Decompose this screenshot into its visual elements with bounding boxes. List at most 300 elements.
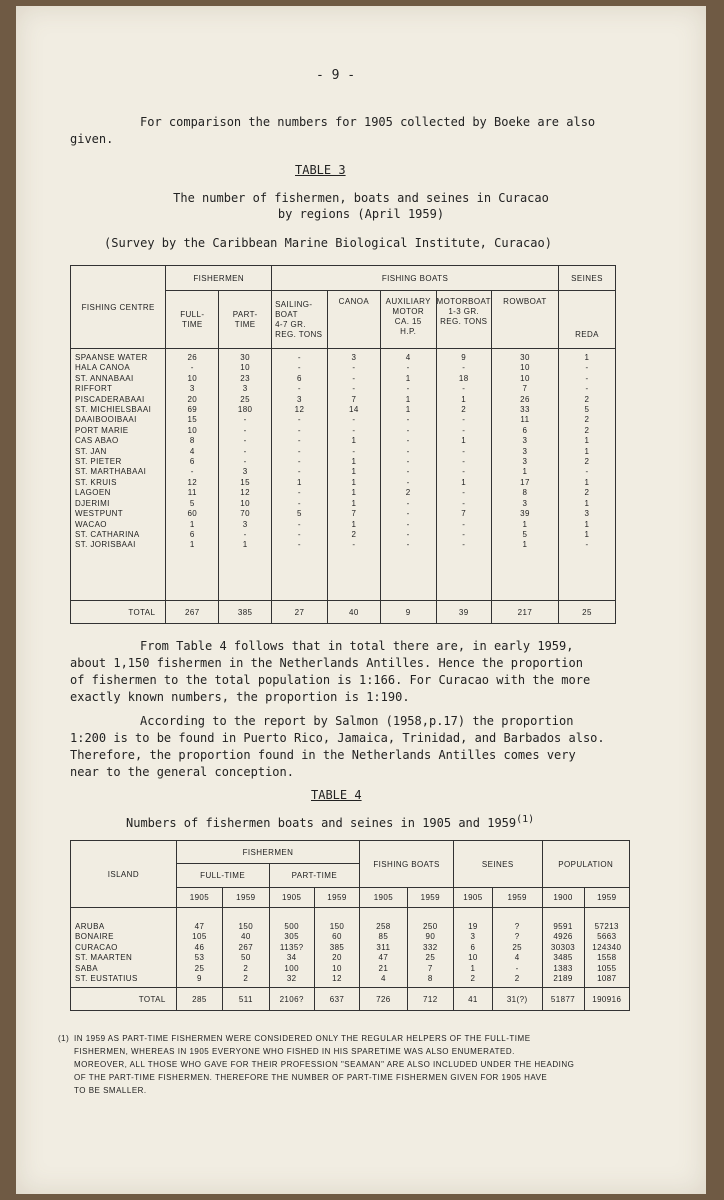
table4-total-cell: 31(?) xyxy=(492,988,542,1011)
table3-cell: 2 xyxy=(461,405,467,415)
table3-row-label: SPAANSE WATER xyxy=(75,353,148,362)
table4-cell: 1055 xyxy=(597,963,617,973)
table3-row-label: DJERIMI xyxy=(75,498,110,508)
table3-cell: 1 xyxy=(351,519,357,529)
table4-cell: 46 xyxy=(194,942,205,952)
table4-column-values xyxy=(360,908,407,988)
table4-total-cell: 712 xyxy=(407,988,453,1011)
table3-cell: 5 xyxy=(584,405,590,415)
table4-cell: 250 xyxy=(423,922,438,931)
table3-cell: 2 xyxy=(584,457,590,467)
table4-header-full-time: FULL-TIME xyxy=(176,864,269,888)
table4-cell: 1135? xyxy=(279,942,304,952)
table4-cell: 4 xyxy=(514,953,520,963)
table4-row-label: SABA xyxy=(75,963,98,973)
table3-cell: 6 xyxy=(189,457,195,467)
table4-cell: 47 xyxy=(194,922,205,931)
paragraph-1-line-2: about 1,150 fishermen in the Netherlands Antilles. Hence the proportion xyxy=(70,656,583,670)
table3-cell: - xyxy=(406,519,410,529)
table3-row-label: ST. CATHARINA xyxy=(75,529,140,539)
table4-cell: 53 xyxy=(194,953,205,963)
table3-cell: - xyxy=(297,467,301,477)
table4-total-cell: 190916 xyxy=(584,988,629,1011)
table3-total-label: TOTAL xyxy=(71,601,166,624)
table3-cell: 1 xyxy=(351,498,357,508)
table3-row-label: RIFFORT xyxy=(75,384,113,394)
table3-cell: - xyxy=(297,457,301,467)
table3-cell: - xyxy=(585,384,589,394)
table4-total-cell: 2106? xyxy=(269,988,314,1011)
table4-header-seines: SEINES xyxy=(454,841,542,888)
table4-year: 1900 xyxy=(542,888,584,908)
table3-cell: 3 xyxy=(351,353,357,362)
table3-cell: 1 xyxy=(351,436,357,446)
table3-cell: 2 xyxy=(584,394,590,404)
table4-cell: 267 xyxy=(238,942,254,952)
table3-cell: - xyxy=(462,529,466,539)
table3-cell: 1 xyxy=(522,540,528,550)
table3-cell: 10 xyxy=(520,373,530,383)
table4-cell: 258 xyxy=(376,922,391,931)
table4-total-cell: 41 xyxy=(454,988,493,1011)
table4-cell: 2189 xyxy=(553,974,573,984)
table4-cell: 57213 xyxy=(594,922,619,931)
table3-row-label: WESTPUNT xyxy=(75,509,124,519)
table3-cell: - xyxy=(243,425,247,435)
table3-cell: - xyxy=(352,446,356,456)
table3-cell: 1 xyxy=(405,373,411,383)
table4-cell: 100 xyxy=(284,963,299,973)
footnote-line: OF THE PART-TIME FISHERMEN. THEREFORE THE NUMBER OF PART-TIME FISHERMEN GIVEN FOR 1905 HAVE xyxy=(74,1073,548,1082)
table4-total-cell: 637 xyxy=(314,988,359,1011)
table3-cell: 3 xyxy=(522,498,528,508)
table3-cell: 1 xyxy=(584,446,590,456)
table3-cell: 10 xyxy=(240,498,250,508)
table4-cell: - xyxy=(515,963,519,973)
table3-cell: 2 xyxy=(584,488,590,498)
table4-column-values xyxy=(269,908,314,988)
paragraph-2-line-4: near to the general conception. xyxy=(70,765,294,779)
paragraph-2-line-2: 1:200 is to be found in Puerto Rico, Jamaica, Trinidad, and Barbados also. xyxy=(70,731,605,745)
table3-cell: 5 xyxy=(189,498,195,508)
table3-centre-names xyxy=(71,349,166,601)
table3-cell: - xyxy=(352,425,356,435)
table3-cell: - xyxy=(406,477,410,487)
table4-row-label: BONAIRE xyxy=(75,932,114,942)
table3-cell: - xyxy=(243,436,247,446)
table3-cell: 70 xyxy=(240,509,250,519)
table3-subheader: CANOA xyxy=(327,291,380,349)
table4-cell: 25 xyxy=(194,963,205,973)
table4-year: 1905 xyxy=(360,888,407,908)
table3-cell: - xyxy=(585,373,589,383)
table4-cell: 5663 xyxy=(597,932,617,942)
table3-cell: - xyxy=(297,384,301,394)
footnote-line: IN 1959 AS PART-TIME FISHERMEN WERE CONSIDERED ONLY THE REGULAR HELPERS OF THE FULL-TIME xyxy=(74,1034,531,1043)
table3-column-values xyxy=(219,349,272,601)
table4-cell: ? xyxy=(514,932,520,942)
table4-body-row xyxy=(71,908,630,988)
table3-cell: 25 xyxy=(240,394,250,404)
table3-cell: 10 xyxy=(240,363,250,373)
table3-cell: 11 xyxy=(187,488,197,498)
table4-cell: 150 xyxy=(238,922,254,931)
table4-cell: 47 xyxy=(378,953,389,963)
table3-cell: - xyxy=(297,519,301,529)
table4-cell: 50 xyxy=(240,953,251,963)
table3-cell: - xyxy=(406,529,410,539)
table4-year: 1959 xyxy=(223,888,269,908)
table3-cell: 1 xyxy=(405,394,411,404)
table4-cell: 385 xyxy=(329,942,345,952)
table3-cell: 30 xyxy=(520,353,530,362)
table3-cell: 5 xyxy=(522,529,528,539)
table4-cell: 332 xyxy=(423,942,438,952)
table3-cell: 60 xyxy=(187,509,198,519)
table3-cell: 15 xyxy=(240,477,250,487)
table3-cell: - xyxy=(406,467,410,477)
table3-cell: 3 xyxy=(297,394,302,404)
table3-cell: - xyxy=(406,415,410,425)
table4-cell: 6 xyxy=(470,942,476,952)
table3-cell: - xyxy=(297,446,301,456)
table3-cell: 6 xyxy=(522,425,528,435)
table3-cell: - xyxy=(243,415,247,425)
table4-year: 1905 xyxy=(176,888,222,908)
table4-cell: 3485 xyxy=(553,953,573,963)
table4-cell: 4 xyxy=(380,974,386,984)
table4-header-part-time: PART-TIME xyxy=(269,864,360,888)
table3-label: TABLE 3 xyxy=(295,163,346,177)
table3-cell: 1 xyxy=(351,477,357,487)
table3-cell: - xyxy=(462,519,466,529)
table4-cell: 60 xyxy=(332,932,342,942)
document-page xyxy=(16,6,706,1194)
table3-column-values xyxy=(491,349,558,601)
table3-cell: 7 xyxy=(461,509,467,519)
table3-cell: 18 xyxy=(458,373,469,383)
table3-cell: 20 xyxy=(187,394,198,404)
table4-total-label: TOTAL xyxy=(71,988,177,1011)
table3-cell: 1 xyxy=(461,477,467,487)
table4-cell: 3 xyxy=(470,932,476,942)
table4-cell: 25 xyxy=(425,953,436,963)
table3-cell: 5 xyxy=(297,509,302,519)
table3-cell: 7 xyxy=(522,384,528,394)
table3-cell: 1 xyxy=(584,498,590,508)
table4-cell: 4926 xyxy=(553,932,573,942)
table3-row-label: ST. JAN xyxy=(75,446,107,456)
table4-cell: 1383 xyxy=(553,963,573,973)
table4-cell: 90 xyxy=(425,932,436,942)
table3-subheader: SAILING- BOAT 4-7 GR. REG. TONS xyxy=(272,291,328,349)
table3-cell: 26 xyxy=(187,353,198,362)
table3-cell: 1 xyxy=(189,519,195,529)
paragraph-1-line-3: of fishermen to the total population is 1:166. For Curacao with the more xyxy=(70,673,591,687)
table3-row-label: LAGOEN xyxy=(75,488,111,498)
table3-cell: - xyxy=(462,425,466,435)
table3-cell: 6 xyxy=(297,373,302,383)
table3-total-cell: 267 xyxy=(166,601,219,624)
table4-cell: 2 xyxy=(514,974,520,984)
table4-column-values xyxy=(454,908,493,988)
table3-cell: 9 xyxy=(461,353,467,362)
table4-year: 1959 xyxy=(314,888,359,908)
table4-column-values xyxy=(223,908,269,988)
table4-row-label: CURACAO xyxy=(75,942,118,952)
table3-cell: 1 xyxy=(461,436,467,446)
table4-cell: 19 xyxy=(468,922,478,931)
table3-row-label: ST. ANNABAAI xyxy=(75,373,134,383)
table4-column-values xyxy=(584,908,629,988)
footnote-line: MOREOVER, ALL THOSE WHO GAVE FOR THEIR PROFESSION "SEAMAN" ARE ALSO INCLUDED UNDER THE HEADING xyxy=(74,1060,575,1069)
table3-cell: - xyxy=(297,425,301,435)
table3-cell: - xyxy=(462,384,466,394)
table4-column-values xyxy=(492,908,542,988)
table3-cell: - xyxy=(585,467,589,477)
table3-cell: 1 xyxy=(351,488,357,498)
table3-cell: - xyxy=(462,467,466,477)
table3-cell: - xyxy=(462,540,466,550)
table3-cell: 33 xyxy=(520,405,530,415)
table3-source: (Survey by the Caribbean Marine Biological Institute, Curacao) xyxy=(104,236,552,250)
table3-subheader: MOTORBOAT 1-3 GR. REG. TONS xyxy=(436,291,491,349)
table3-cell: - xyxy=(297,540,301,550)
table3-cell: 1 xyxy=(584,529,590,539)
table3-row-label: PISCADERABAAI xyxy=(75,394,145,404)
table3-header-centre: FISHING CENTRE xyxy=(71,266,166,349)
table3-cell: - xyxy=(190,363,194,373)
table3-column-values xyxy=(166,349,219,601)
table4-cell: 2 xyxy=(243,963,249,973)
table4 xyxy=(70,840,630,1011)
table3-cell: - xyxy=(462,498,466,508)
table3-cell: - xyxy=(352,540,356,550)
table4-cell: 1558 xyxy=(597,953,617,963)
table3-cell: 8 xyxy=(189,436,195,446)
table4-row-label: ARUBA xyxy=(75,922,105,931)
table3-total-cell: 40 xyxy=(327,601,380,624)
table3-cell: - xyxy=(462,488,466,498)
table4-total-cell: 51877 xyxy=(542,988,584,1011)
table3-row-label: ST. JORISBAAI xyxy=(75,540,136,550)
table3-cell: 3 xyxy=(522,436,528,446)
table3-cell: 11 xyxy=(520,415,530,425)
table3-cell: 1 xyxy=(522,519,528,529)
table4-header-fishermen: FISHERMEN xyxy=(176,841,359,864)
table3-subheader: PART- TIME xyxy=(219,291,272,349)
table3-cell: - xyxy=(352,384,356,394)
table4-header-boats: FISHING BOATS xyxy=(360,841,454,888)
table3-cell: 1 xyxy=(584,519,590,529)
table3-row-label: CAS ABAO xyxy=(75,436,119,446)
table3-cell: - xyxy=(406,384,410,394)
table3-cell: 3 xyxy=(522,457,528,467)
table4-cell: 10 xyxy=(468,953,478,963)
table3-cell: - xyxy=(585,540,589,550)
table4-year: 1959 xyxy=(492,888,542,908)
table3-cell: - xyxy=(462,457,466,467)
intro-line-2: given. xyxy=(70,132,114,146)
table3-cell: 1 xyxy=(584,477,590,487)
table4-cell: 8 xyxy=(427,974,433,984)
table3-row-label: ST. MARTHABAAI xyxy=(75,467,147,477)
table3-subheader: FULL- TIME xyxy=(166,291,219,349)
table3-cell: - xyxy=(243,446,247,456)
table4-column-values xyxy=(176,908,222,988)
table4-year: 1959 xyxy=(407,888,453,908)
table3-cell: - xyxy=(406,540,410,550)
table4-row-label: ST. MAARTEN xyxy=(75,953,133,963)
table3-cell: 1 xyxy=(189,540,195,550)
table3-caption-line-2: by regions (April 1959) xyxy=(277,207,445,221)
table3-cell: 23 xyxy=(240,373,250,383)
table3-cell: 2 xyxy=(584,425,590,435)
paragraph-2-line-3: Therefore, the proportion found in the Netherlands Antilles comes very xyxy=(70,748,576,762)
table3-cell: 4 xyxy=(405,353,411,362)
table3-cell: 7 xyxy=(351,509,357,519)
table3-cell: 3 xyxy=(242,519,248,529)
table3-cell: 30 xyxy=(240,353,250,362)
table4-cell: 40 xyxy=(240,932,251,942)
table3-column-values xyxy=(558,349,615,601)
paragraph-1-line-4: exactly known numbers, the proportion is 1:190. xyxy=(70,690,410,704)
table3-cell: - xyxy=(352,373,356,383)
table3-cell: 6 xyxy=(189,529,195,539)
table4-cell: 25 xyxy=(512,942,523,952)
table3-cell: - xyxy=(406,509,410,519)
table3-column-values xyxy=(436,349,491,601)
table4-column-values xyxy=(407,908,453,988)
table3-cell: 1 xyxy=(584,353,590,362)
table3-cell: - xyxy=(352,363,356,373)
table3-cell: - xyxy=(297,415,301,425)
table4-cell: 32 xyxy=(286,974,297,984)
table3-cell: 3 xyxy=(522,446,528,456)
table3-cell: 15 xyxy=(187,415,198,425)
table3-cell: - xyxy=(585,363,589,373)
table4-cell: 2 xyxy=(243,974,249,984)
table3-cell: - xyxy=(190,467,194,477)
table3-cell: - xyxy=(297,363,301,373)
table3-cell: - xyxy=(297,498,301,508)
table3-cell: 10 xyxy=(187,425,198,435)
table3-cell: 12 xyxy=(294,405,305,415)
table3 xyxy=(70,265,616,624)
table3-header-fishermen: FISHERMEN xyxy=(166,266,272,291)
table3-cell: 1 xyxy=(297,477,302,487)
table4-year: 1959 xyxy=(584,888,629,908)
table3-cell: 10 xyxy=(520,363,530,373)
table3-cell: 1 xyxy=(351,457,357,467)
table4-column-values xyxy=(542,908,584,988)
table3-column-values xyxy=(327,349,380,601)
table3-cell: - xyxy=(297,488,301,498)
table3-cell: 3 xyxy=(189,384,195,394)
paragraph-1-line-1: From Table 4 follows that in total there are, in early 1959, xyxy=(140,639,574,653)
table3-cell: 2 xyxy=(351,529,357,539)
table4-year: 1905 xyxy=(454,888,493,908)
table3-column-values xyxy=(272,349,328,601)
table4-year: 1905 xyxy=(269,888,314,908)
table3-cell: 3 xyxy=(242,467,248,477)
table3-cell: - xyxy=(406,436,410,446)
table3-total-cell: 25 xyxy=(558,601,615,624)
table3-cell: 4 xyxy=(189,446,195,456)
table3-header-seines: SEINES xyxy=(558,266,615,291)
table4-total-row xyxy=(71,988,630,1011)
table3-row-label: ST. KRUIS xyxy=(75,477,117,487)
table3-cell: 2 xyxy=(405,488,411,498)
table3-cell: - xyxy=(462,415,466,425)
table3-subheader: ROWBOAT xyxy=(491,291,558,349)
table3-cell: 3 xyxy=(242,384,248,394)
table3-cell: 180 xyxy=(237,405,253,415)
table3-row-label: DAAIBOOIBAAI xyxy=(75,415,137,425)
table4-cell: 305 xyxy=(284,932,299,942)
paragraph-2-line-1: According to the report by Salmon (1958,p.17) the proportion xyxy=(140,714,574,728)
table3-cell: - xyxy=(297,353,301,362)
table4-cell: 34 xyxy=(286,953,297,963)
table4-cell: 30303 xyxy=(550,942,576,952)
table3-cell: 12 xyxy=(187,477,198,487)
table4-cell: 12 xyxy=(332,974,342,984)
table3-cell: 1 xyxy=(405,405,411,415)
table4-column-values xyxy=(314,908,359,988)
table3-cell: 10 xyxy=(187,373,198,383)
table4-cell: 2 xyxy=(470,974,476,984)
table3-total-cell: 385 xyxy=(219,601,272,624)
table4-label: TABLE 4 xyxy=(311,788,362,802)
table4-cell: 150 xyxy=(329,922,345,931)
table3-cell: 17 xyxy=(520,477,530,487)
table3-cell: - xyxy=(297,436,301,446)
table4-row-label: ST. EUSTATIUS xyxy=(75,974,138,984)
table3-row-label: WACAO xyxy=(75,519,107,529)
table3-row-label: PORT MARIE xyxy=(75,425,129,435)
table4-cell: 500 xyxy=(284,922,299,931)
table4-cell: 1 xyxy=(470,963,476,973)
table3-cell: - xyxy=(406,498,410,508)
table3-cell: 12 xyxy=(240,488,250,498)
table4-cell: 1087 xyxy=(597,974,617,984)
table3-column-values xyxy=(380,349,436,601)
table4-cell: 20 xyxy=(332,953,342,963)
table3-row-label: HALA CANOA xyxy=(75,363,131,373)
table4-cell: 311 xyxy=(376,942,391,952)
footnote-line: TO BE SMALLER. xyxy=(74,1086,147,1095)
table3-cell: - xyxy=(462,446,466,456)
table3-cell: 7 xyxy=(351,394,357,404)
table3-cell: - xyxy=(297,529,301,539)
table4-total-cell: 285 xyxy=(176,988,222,1011)
table3-cell: 2 xyxy=(584,415,590,425)
table3-subheader: AUXILIARY MOTOR CA. 15 H.P. xyxy=(380,291,436,349)
table4-caption: Numbers of fishermen boats and seines in 1905 and 1959$^{(1)}$ xyxy=(126,814,535,830)
table3-subheader: REDA xyxy=(558,291,615,349)
table3-cell: 39 xyxy=(520,509,530,519)
table3-total-row xyxy=(71,601,616,624)
table4-header-population: POPULATION xyxy=(542,841,630,888)
table3-cell: - xyxy=(406,425,410,435)
table3-cell: 69 xyxy=(187,405,198,415)
table3-cell: 1 xyxy=(584,436,590,446)
table3-total-cell: 9 xyxy=(380,601,436,624)
table4-total-cell: 511 xyxy=(223,988,269,1011)
footnote-line: FISHERMEN, WHEREAS IN 1905 EVERYONE WHO FISHED IN HIS SPARETIME WAS ALSO ENUMERATED. xyxy=(74,1047,515,1056)
table3-row-label: ST. PIETER xyxy=(75,457,122,467)
table3-cell: - xyxy=(406,363,410,373)
